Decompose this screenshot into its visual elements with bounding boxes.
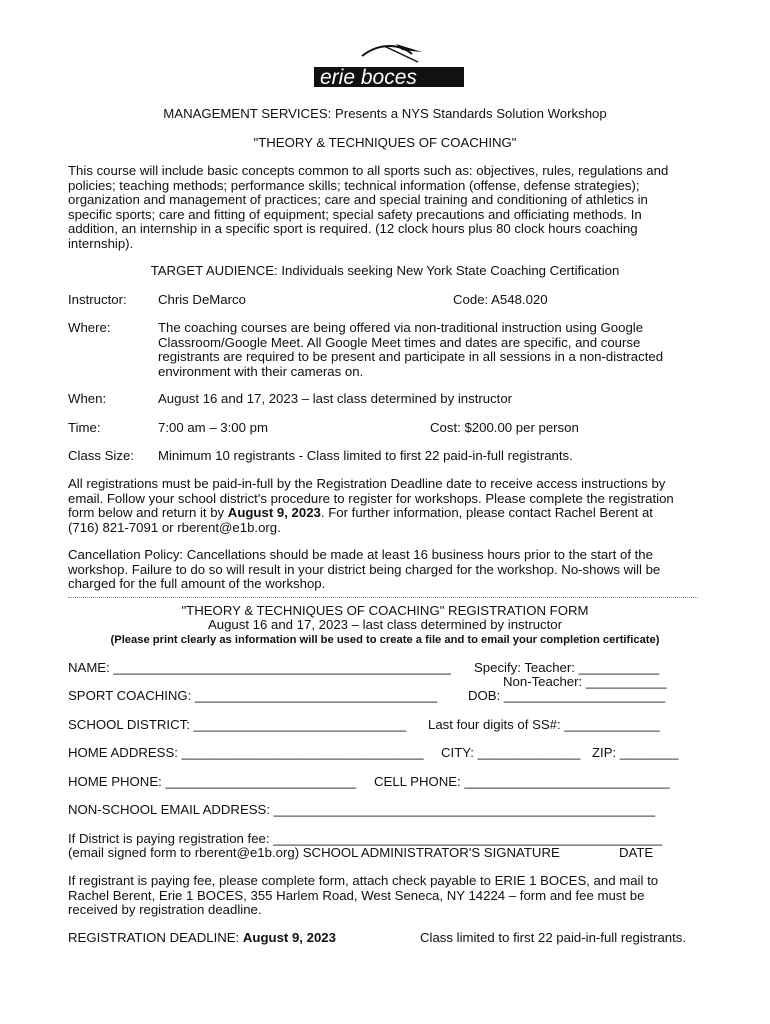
payment-line: Rachel Berent, Erie 1 BOCES, 355 Harlem Road, West Seneca, NY 14224 – form and fee must be — [68, 887, 645, 903]
time-label: Time: — [68, 420, 101, 435]
description-line: This course will include basic concepts common to all sports such as: objectives, rules, regulations and — [68, 163, 669, 178]
class-size-value: Minimum 10 registrants - Class limited to first 22 paid-in-full registrants. — [158, 448, 573, 463]
non-teacher-field[interactable]: Non-Teacher: ___________ — [503, 674, 667, 689]
name-field[interactable]: NAME: ______________________________________________ — [68, 660, 451, 675]
deadline-date: August 9, 2023 — [242, 930, 336, 945]
description-line: internship). — [68, 235, 134, 251]
contact-line: (716) 821-7091 or rberent@e1b.org. — [68, 519, 281, 535]
specify-teacher-field[interactable]: Specify: Teacher: ___________ — [474, 660, 660, 675]
registration-line — [68, 506, 698, 521]
where-line: Classroom/Google Meet. All Google Meet times and dates are specific, and course — [158, 334, 641, 350]
email-field[interactable]: NON-SCHOOL EMAIL ADDRESS: ____________________________________________________ — [68, 802, 656, 817]
description-line: specific sports; care and fitting of equipment; special safety precautions and officiating methods. In — [68, 206, 642, 222]
where-line: registrants are required to be present and participate in all sessions in a non-distracted — [158, 349, 664, 365]
description-line: organization and management of practices; care and special training and conditioning of athletics in — [68, 192, 648, 208]
where-label: Where: — [68, 320, 111, 335]
erie-boces-logo — [300, 40, 470, 92]
registration-line: email. Follow your school district's procedure to register for workshops. Please complete the registration — [68, 490, 674, 506]
sport-coaching-field[interactable]: SPORT COACHING: _________________________________ — [68, 688, 438, 703]
class-size-label: Class Size: — [68, 448, 134, 463]
when-label: When: — [68, 391, 107, 406]
description-line: addition, an internship in a specific sport is required. (12 clock hours plus 80 clock hours coaching — [68, 221, 638, 237]
registration-text: form below and return it by — [68, 505, 228, 521]
registration-info — [68, 477, 698, 535]
when-value: August 16 and 17, 2023 – last class determined by instructor — [158, 391, 513, 406]
time-value: 7:00 am – 3:00 pm — [158, 420, 268, 435]
header-line: MANAGEMENT SERVICES: Presents a NYS Standards Solution Workshop — [163, 106, 607, 121]
where-line: environment with their cameras on. — [158, 363, 364, 379]
signature-caption: (email signed form to rberent@e1b.org) SCHOOL ADMINISTRATOR'S SIGNATURE — [68, 845, 560, 860]
description-line: policies; teaching methods; performance skills; technical information (offense, defense strategies); — [68, 177, 640, 193]
zip-field[interactable]: ZIP: ________ — [592, 745, 679, 760]
course-title: "THEORY & TECHNIQUES OF COACHING" — [253, 135, 517, 150]
instructor-label: Instructor: — [68, 292, 127, 307]
registration-deadline — [68, 931, 336, 946]
registration-line: All registrations must be paid-in-full by the Registration Deadline date to receive access instructions by — [68, 476, 666, 491]
cancellation-line: charged for the full amount of the workshop. — [68, 576, 326, 592]
course-description — [68, 164, 698, 252]
form-title: "THEORY & TECHNIQUES OF COACHING" REGISTRATION FORM — [181, 603, 589, 618]
class-limit-note: Class limited to first 22 paid-in-full registrants. — [420, 930, 687, 945]
cell-phone-field[interactable]: CELL PHONE: ____________________________ — [374, 774, 670, 789]
deadline-label: REGISTRATION DEADLINE: — [68, 930, 243, 945]
course-code: Code: A548.020 — [453, 292, 548, 307]
city-field[interactable]: CITY: ______________ — [441, 745, 581, 760]
dob-field[interactable]: DOB: ______________________ — [468, 688, 666, 703]
date-caption: DATE — [619, 845, 654, 860]
home-address-field[interactable]: HOME ADDRESS: _________________________________ — [68, 745, 424, 760]
where-value — [158, 321, 698, 379]
divider — [68, 597, 698, 598]
instructor-value: Chris DeMarco — [158, 292, 246, 307]
payment-line: received by registration deadline. — [68, 902, 262, 918]
registration-text: . For further information, please contact Rachel Berent at — [320, 505, 653, 521]
where-line: The coaching courses are being offered via non-traditional instruction using Google — [158, 320, 644, 335]
cancellation-policy — [68, 548, 698, 592]
district-paying-field[interactable]: If District is paying registration fee: _____________________________________________________ — [68, 831, 662, 846]
payment-line: If registrant is paying fee, please complete form, attach check payable to ERIE 1 BOCES, and mail to — [68, 873, 659, 888]
home-phone-field[interactable]: HOME PHONE: __________________________ — [68, 774, 357, 789]
form-instruction: (Please print clearly as information will be used to create a file and to email your completion certificate) — [110, 634, 660, 646]
cancellation-line: Cancellation Policy: Cancellations should be made at least 16 business hours prior to the start of the — [68, 547, 653, 562]
form-dates: August 16 and 17, 2023 – last class determined by instructor — [207, 617, 563, 632]
cost-value: Cost: $200.00 per person — [430, 420, 579, 435]
svg-text:erie boces: erie boces — [320, 66, 417, 89]
registration-deadline-date: August 9, 2023 — [227, 505, 321, 521]
cancellation-line: workshop. Failure to do so will result in your district being charged for the workshop. No-shows will be — [68, 561, 661, 577]
payment-instructions — [68, 874, 698, 918]
target-audience: TARGET AUDIENCE: Individuals seeking New York State Coaching Certification — [150, 263, 620, 278]
ssn-field[interactable]: Last four digits of SS#: _____________ — [428, 717, 660, 732]
school-district-field[interactable]: SCHOOL DISTRICT: _____________________________ — [68, 717, 407, 732]
